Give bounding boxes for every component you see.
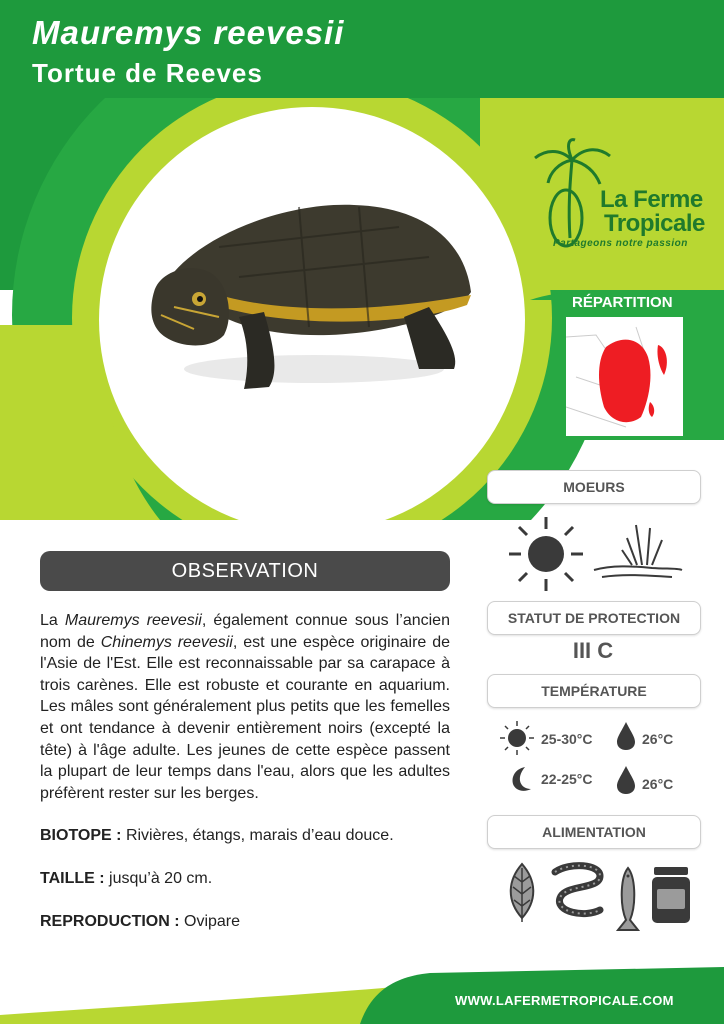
water-drop-icon — [615, 720, 637, 752]
taille-line — [40, 868, 450, 890]
observation-title: OBSERVATION — [40, 551, 450, 591]
temp-day-water: 26°C — [642, 731, 674, 747]
biotope-value: Rivières, étangs, marais d’eau douce. — [121, 827, 394, 845]
scientific-name: Mauremys reevesii — [32, 14, 345, 51]
reproduction-line — [40, 911, 450, 933]
obs-text-2: , également connue sous l’ancien nom de — [40, 612, 450, 651]
distribution-map — [566, 317, 683, 436]
fish-icon — [614, 866, 642, 932]
food-jar-icon — [650, 865, 692, 925]
temp-night-air: 22-25°C — [541, 771, 593, 787]
logo-tagline: Partageons notre passion — [553, 238, 688, 249]
worm-icon — [545, 860, 607, 926]
biotope-line — [40, 825, 450, 847]
logo-text-line1: La Ferme — [600, 186, 703, 213]
biotope-label: BIOTOPE : — [40, 827, 122, 845]
moeurs-label: MOEURS — [487, 470, 701, 504]
moon-icon — [507, 765, 535, 793]
taille-label: TAILLE : — [40, 869, 105, 887]
temp-day-air: 25-30°C — [541, 731, 593, 747]
turtle-photo — [99, 107, 525, 533]
day-sun-icon — [498, 719, 536, 757]
common-name: Tortue de Reeves — [32, 58, 263, 88]
obs-text-species: Mauremys reevesii — [64, 612, 202, 629]
leaf-icon — [504, 862, 540, 924]
turtle-illustration — [99, 107, 525, 533]
repartition-title: RÉPARTITION — [572, 294, 673, 311]
reproduction-label: REPRODUCTION : — [40, 912, 180, 930]
alimentation-label: ALIMENTATION — [487, 815, 701, 849]
obs-text-3: , est une espèce originaire de l'Asie de l'Est. Elle est reconnaissable par sa carapace à trois carènes. Elle est robuste et courante en aquarium. Les mâles sont généralement plus petits que les femelles et ont tendance à devenir entièrement noirs (excepté la tête) à l'âge adulte. Les jeunes de cette espèce passent la plupart de leur temps dans l'eau, alors que les adultes préfèrent rester sur les berges. — [40, 633, 450, 802]
temp-night-water: 26°C — [642, 776, 674, 792]
aquatic-plants-icon — [592, 520, 684, 585]
taille-value: jusqu’à 20 cm. — [104, 869, 213, 887]
obs-text-old-name: Chinemys reevesii — [100, 633, 233, 651]
observation-body — [40, 610, 450, 932]
reproduction-value: Ovipare — [179, 912, 241, 930]
statut-protection-label: STATUT DE PROTECTION — [487, 601, 701, 635]
obs-text-1: La — [40, 612, 65, 629]
water-drop-night-icon — [615, 764, 637, 796]
temperature-label: TEMPÉRATURE — [487, 674, 701, 708]
website-link[interactable]: WWW.LAFERMETROPICALE.COM — [455, 993, 674, 1008]
logo-text-line2: Tropicale — [604, 210, 705, 237]
observation-paragraph — [40, 610, 450, 804]
statut-protection-value: III C — [572, 638, 614, 663]
sun-icon — [507, 515, 585, 593]
